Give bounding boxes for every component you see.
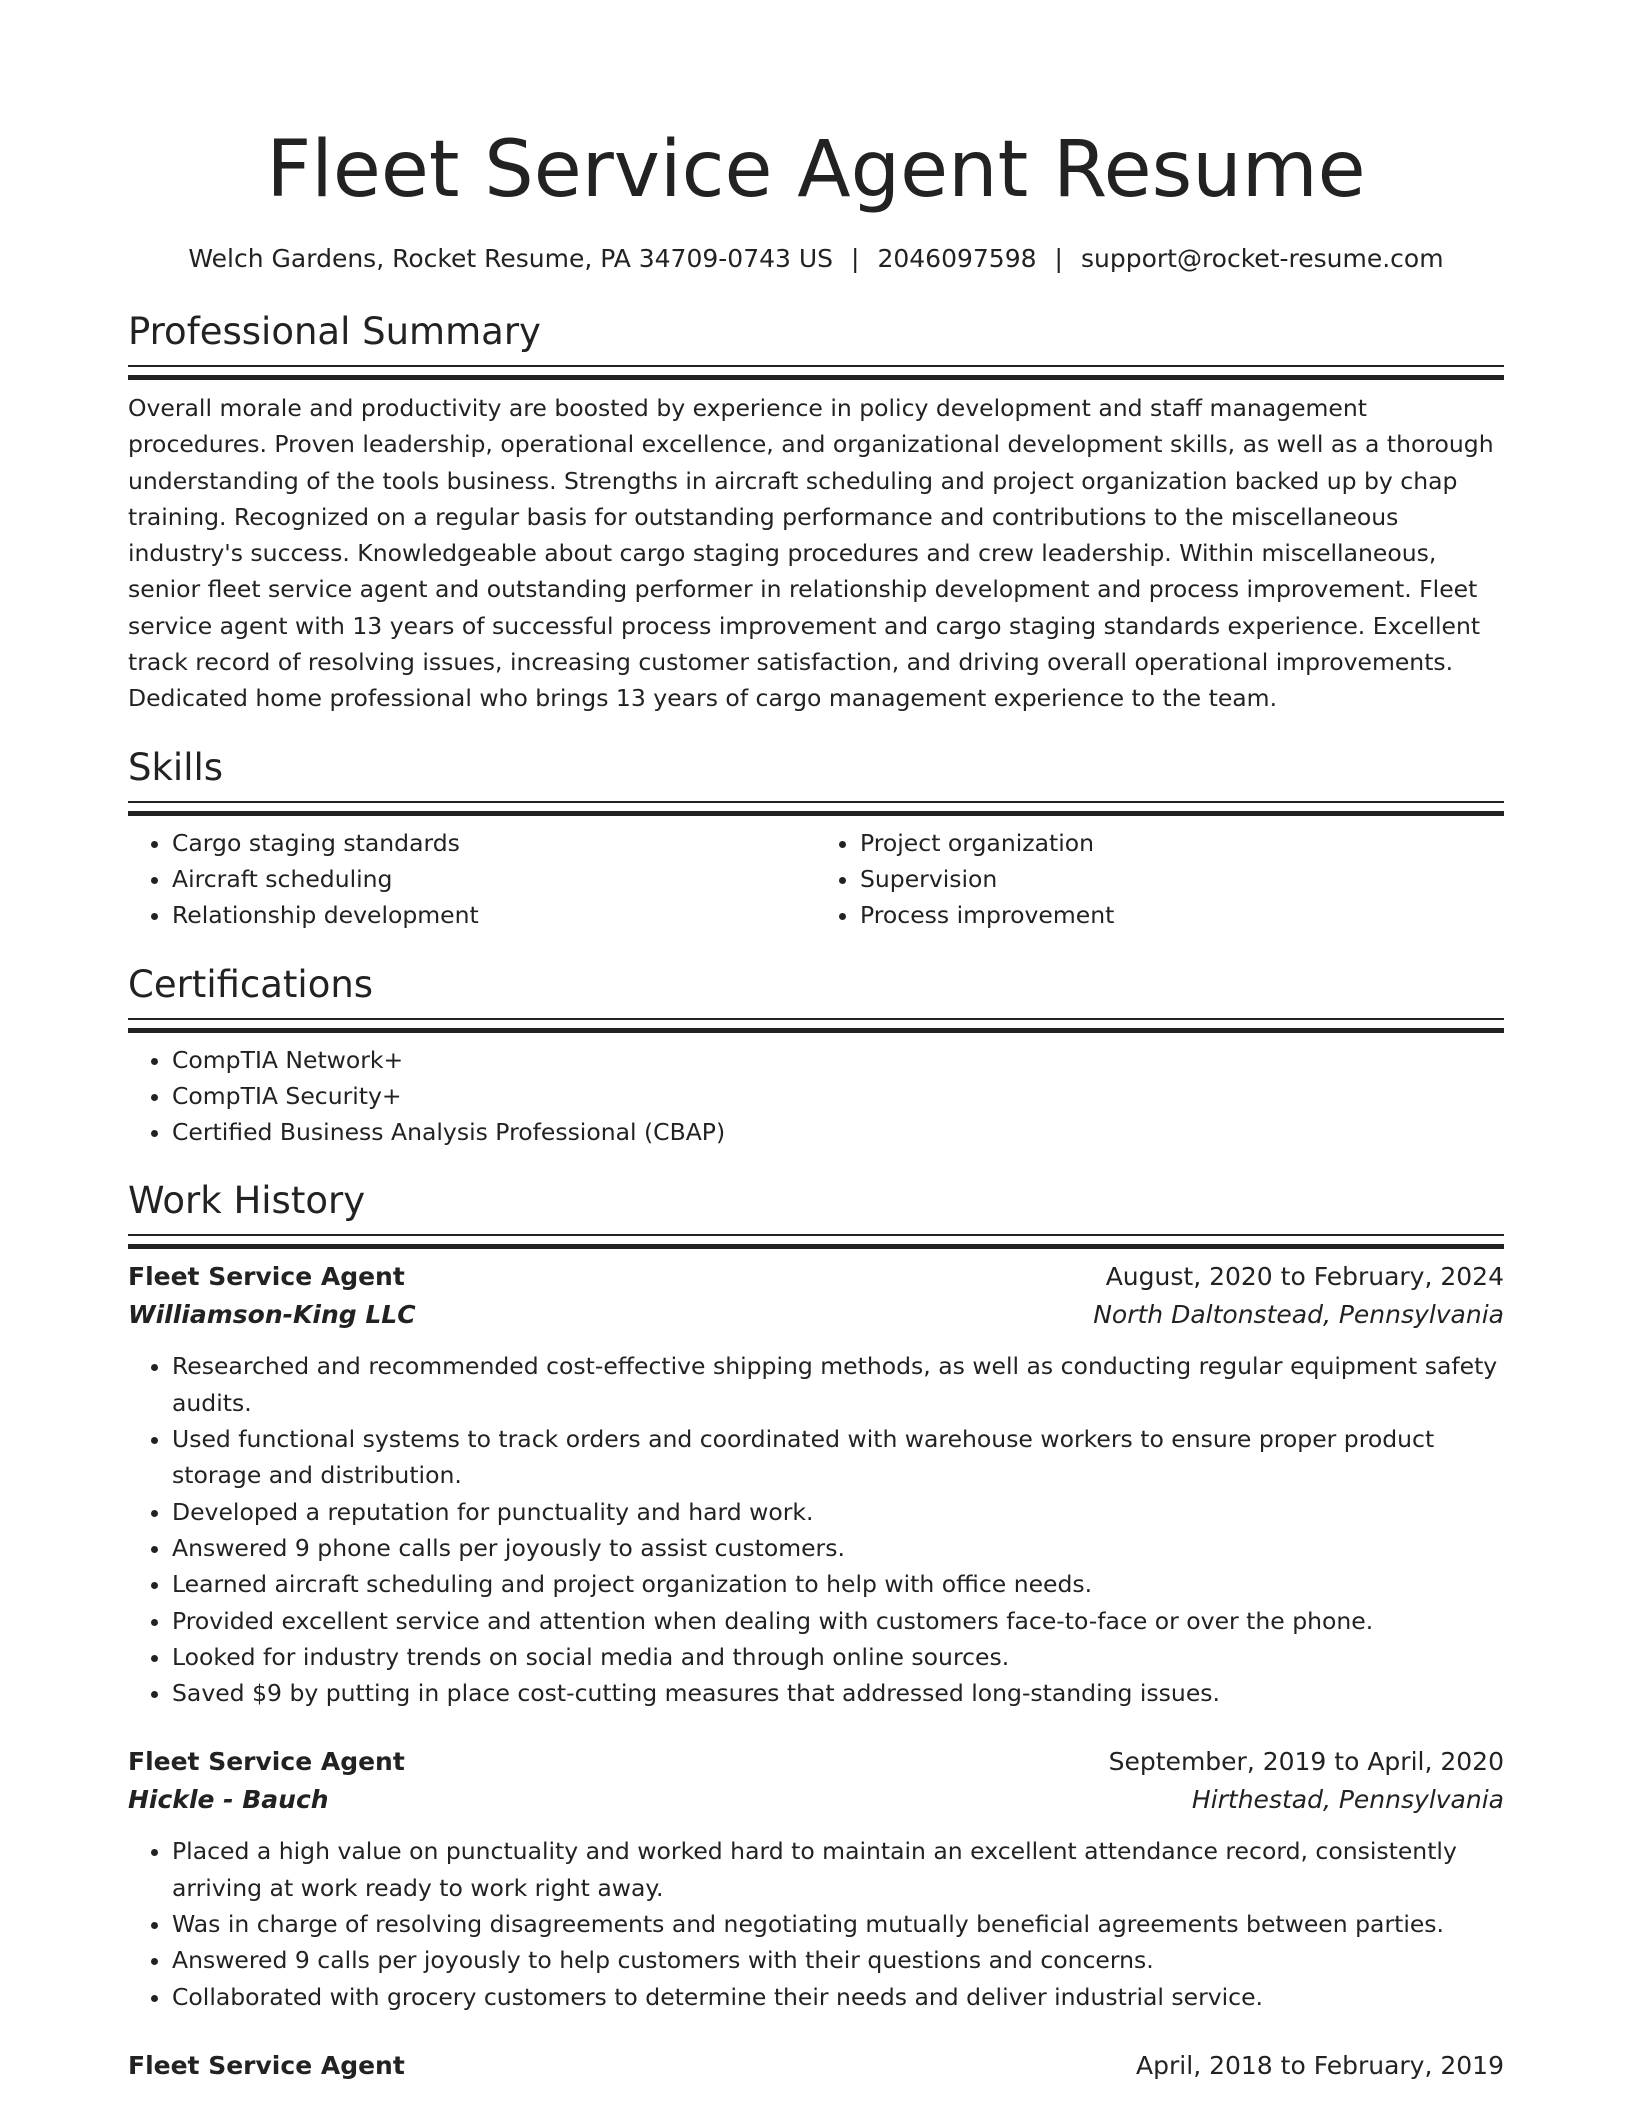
job-subheader bbox=[128, 1296, 1504, 1334]
job-header bbox=[128, 1258, 1504, 1296]
list-item: • Supervision bbox=[860, 861, 1504, 897]
list-item: • Learned aircraft scheduling and project organization to help with office needs. bbox=[172, 1566, 1504, 1602]
contact-separator: | bbox=[851, 244, 860, 273]
skills-section bbox=[128, 745, 1504, 934]
job-bullets bbox=[128, 1833, 1504, 2014]
summary-section bbox=[128, 309, 1504, 717]
list-item: • Relationship development bbox=[172, 897, 816, 933]
section-divider bbox=[128, 365, 1504, 373]
resume-page bbox=[128, 0, 1504, 2085]
list-item: • Looked for industry trends on social media and through online sources. bbox=[172, 1639, 1504, 1675]
job-title: Fleet Service Agent bbox=[128, 2050, 405, 2080]
certifications-section bbox=[128, 962, 1504, 1151]
list-item: • Certified Business Analysis Professional (CBAP) bbox=[172, 1114, 1504, 1150]
job-dates: April, 2018 to February, 2019 bbox=[1136, 2050, 1504, 2080]
summary-text: Overall morale and productivity are boosted by experience in policy development and staff management procedures. Proven leadership, operational excellence, and organizational development skills, as well as a thorough understanding of the tools business. Strengths in aircraft scheduling and project organization backed up by chap training. Recognized on a regular basis for outstanding performance and contributions to the miscellaneous industry's success. Knowledgeable about cargo staging procedures and crew leadership. Within miscellaneous, senior fleet service agent and outstanding performer in relationship development and process improvement. Fleet service agent with 13 years of successful process improvement and cargo staging standards experience. Excellent track record of resolving issues, increasing customer satisfaction, and driving overall operational improvements. Dedicated home professional who brings 13 years of cargo management experience to the team. bbox=[128, 394, 1494, 713]
contact-phone: 2046097598 bbox=[877, 244, 1037, 273]
job-dates: August, 2020 to February, 2024 bbox=[1105, 1262, 1504, 1292]
list-item: • CompTIA Security+ bbox=[172, 1078, 1504, 1114]
section-heading-skills: Skills bbox=[128, 745, 224, 789]
certifications-list bbox=[128, 1042, 1504, 1151]
job-subheader bbox=[128, 1781, 1504, 1819]
work-history-section bbox=[128, 1178, 1504, 2084]
contact-address: Welch Gardens, Rocket Resume, PA 34709-0743 US bbox=[188, 244, 834, 273]
list-item: • CompTIA Network+ bbox=[172, 1042, 1504, 1078]
section-divider bbox=[128, 1018, 1504, 1026]
contact-email: support@rocket-resume.com bbox=[1080, 244, 1444, 273]
section-divider bbox=[128, 1234, 1504, 1242]
list-item: • Used functional systems to track orders and coordinated with warehouse workers to ensure proper product storage and distribution. bbox=[172, 1421, 1504, 1494]
list-item: • Placed a high value on punctuality and worked hard to maintain an excellent attendance record, consistently arriving at work ready to work right away. bbox=[172, 1833, 1504, 1906]
job-company: Hickle - Bauch bbox=[128, 1785, 329, 1815]
job-title: Fleet Service Agent bbox=[128, 1747, 405, 1777]
list-item: • Answered 9 calls per joyously to help customers with their questions and concerns. bbox=[172, 1942, 1504, 1978]
list-item: • Provided excellent service and attention when dealing with customers face-to-face or over the phone. bbox=[172, 1603, 1504, 1639]
contact-line bbox=[128, 242, 1504, 276]
job-entry bbox=[128, 1743, 1504, 2014]
list-item: • Project organization bbox=[860, 825, 1504, 861]
job-header bbox=[128, 1743, 1504, 1781]
list-item: • Saved $9 by putting in place cost-cutting measures that addressed long-standing issues. bbox=[172, 1675, 1504, 1711]
section-heading-summary: Professional Summary bbox=[128, 310, 541, 353]
job-bullets bbox=[128, 1348, 1504, 1711]
job-entry bbox=[128, 1258, 1504, 1711]
section-divider bbox=[128, 801, 1504, 809]
list-item: • Answered 9 phone calls per joyously to assist customers. bbox=[172, 1530, 1504, 1566]
page-title: Fleet Service Agent Resume bbox=[266, 125, 1366, 215]
job-title: Fleet Service Agent bbox=[128, 1262, 405, 1292]
list-item: • Cargo staging standards bbox=[172, 825, 816, 861]
list-item: • Was in charge of resolving disagreements and negotiating mutually beneficial agreements between parties. bbox=[172, 1906, 1504, 1942]
skills-list-left bbox=[128, 825, 816, 934]
section-heading-work-history: Work History bbox=[128, 1179, 366, 1223]
job-company: Williamson-King LLC bbox=[128, 1300, 416, 1330]
job-entry bbox=[128, 2047, 1504, 2085]
list-item: • Developed a reputation for punctuality and hard work. bbox=[172, 1494, 1504, 1530]
job-dates: September, 2019 to April, 2020 bbox=[1108, 1747, 1504, 1777]
list-item: • Process improvement bbox=[860, 897, 1504, 933]
section-heading-certifications: Certifications bbox=[128, 962, 374, 1006]
job-location: North Daltonstead, Pennsylvania bbox=[1093, 1300, 1504, 1330]
list-item: • Aircraft scheduling bbox=[172, 861, 816, 897]
list-item: • Researched and recommended cost-effective shipping methods, as well as conducting regular equipment safety audits. bbox=[172, 1348, 1504, 1421]
list-item: • Collaborated with grocery customers to determine their needs and deliver industrial service. bbox=[172, 1979, 1504, 2015]
skills-grid bbox=[128, 825, 1504, 934]
job-header bbox=[128, 2047, 1504, 2085]
job-location: Hirthestad, Pennsylvania bbox=[1191, 1785, 1504, 1815]
contact-separator: | bbox=[1054, 244, 1063, 273]
skills-list-right bbox=[816, 825, 1504, 934]
